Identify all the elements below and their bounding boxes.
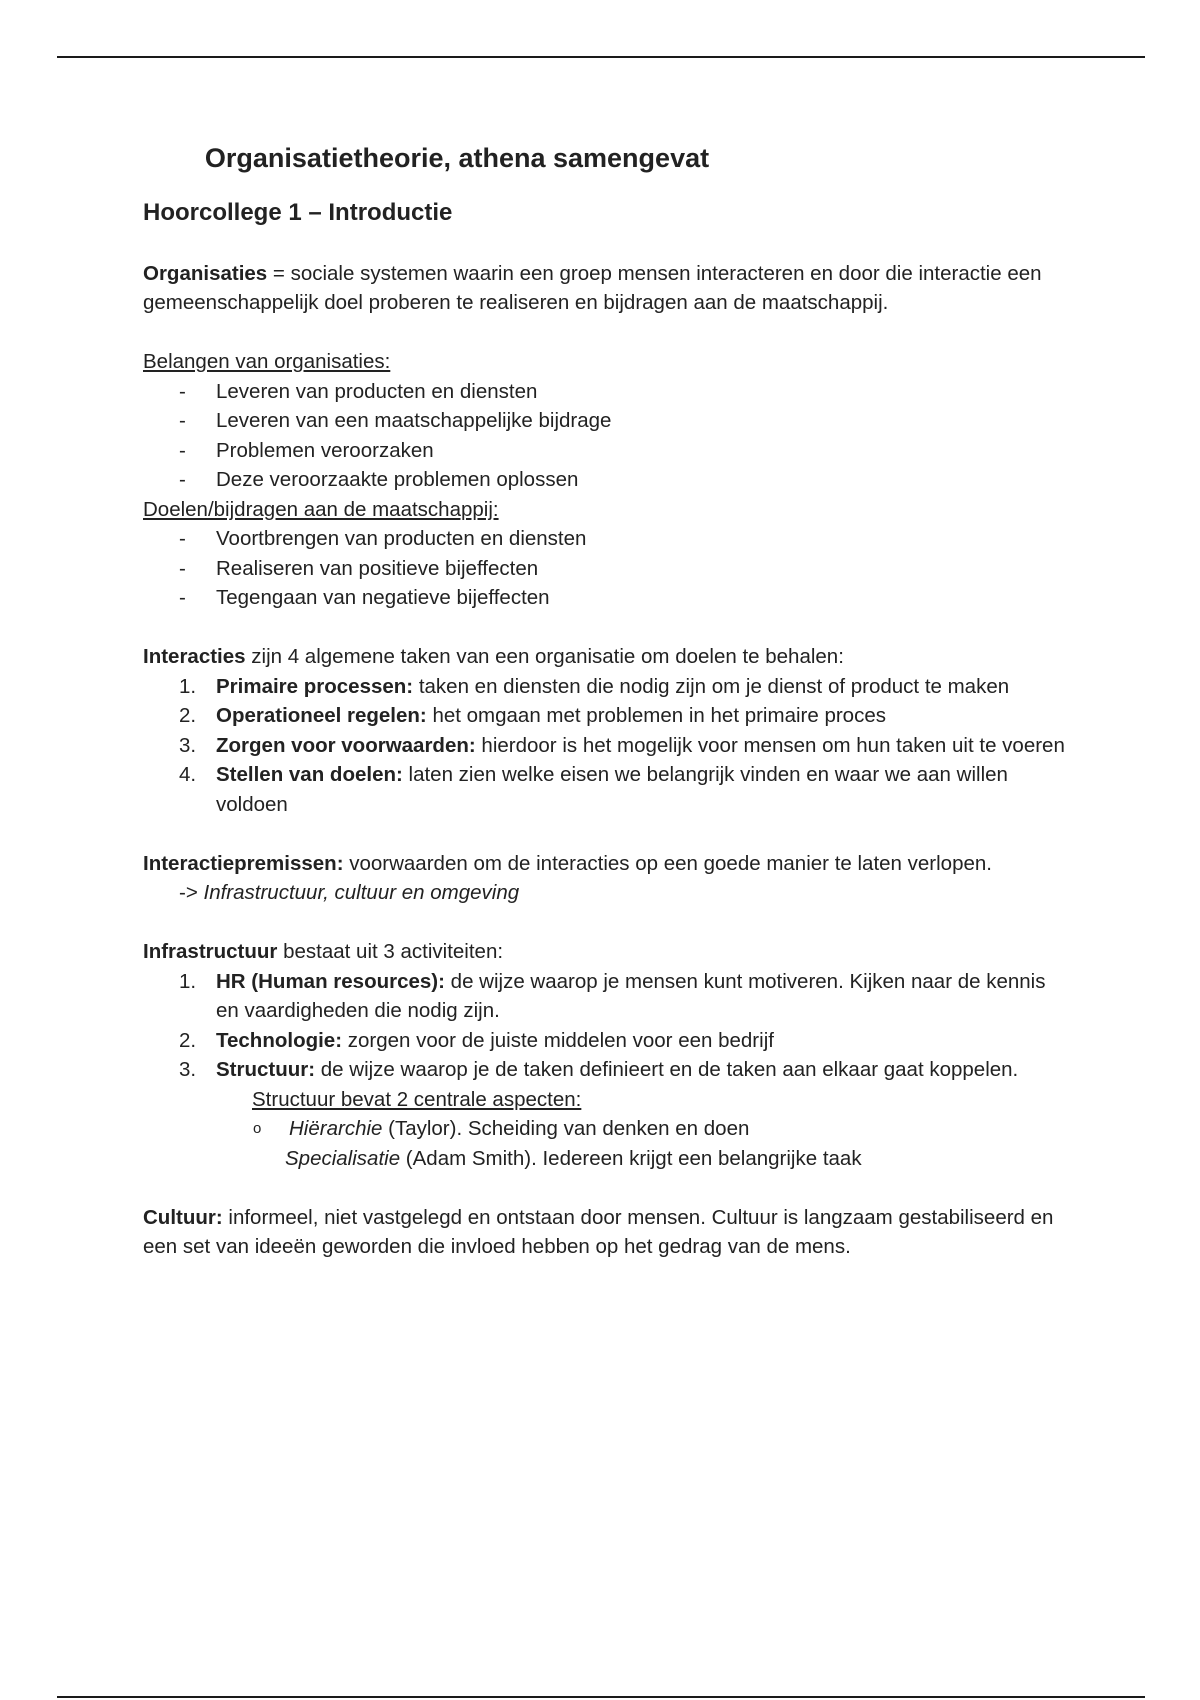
list-item: - Deze veroorzaakte problemen oplossen (179, 468, 579, 491)
lecture-heading: Hoorcollege 1 – Introductie (143, 199, 453, 226)
belangen-list (143, 377, 1073, 495)
premissen-arrow-line: -> Infrastructuur, cultuur en omgeving (179, 881, 520, 904)
premissen-paragraph: Interactiepremissen: voorwaarden om de interacties op een goede manier te laten verlopen. (143, 851, 992, 875)
organisaties-term: Organisaties (143, 261, 268, 285)
list-item: o Hiërarchie (Taylor). Scheiding van denken en doen (253, 1117, 750, 1140)
list-item: - Realiseren van positieve bijeffecten (179, 556, 539, 580)
top-rule (57, 56, 1145, 58)
list-item: 1. HR (Human resources): de wijze waarop je mensen kunt motiveren. Kijken naar de kennis en vaardigheden die nodig zijn. (179, 969, 1046, 1022)
belangen-label: Belangen van organisaties: (143, 350, 391, 373)
list-item: - Voortbrengen van producten en diensten (179, 527, 587, 550)
organisaties-paragraph (143, 259, 1073, 318)
list-item: 3. Zorgen voor voorwaarden: hierdoor is het mogelijk voor mensen om hun taken uit te voeren (179, 733, 1065, 757)
structuur-label: Structuur bevat 2 centrale aspecten: (252, 1087, 582, 1111)
list-item: - Leveren van een maatschappelijke bijdrage (179, 409, 612, 432)
cultuur-paragraph: Cultuur: informeel, niet vastgelegd en ontstaan door mensen. Cultuur is langzaam gestabiliseerd en een set van ideeën geworden die invloed hebben op het gedrag van de mens. (143, 1205, 1054, 1258)
interacties-list (143, 672, 1073, 820)
organisaties-text: = sociale systemen waarin een groep mensen interacteren en door die interactie een gemeenschappelijk doel proberen te realiseren en bijdragen aan de maatschappij. (143, 261, 1042, 314)
structuur-aspects-list (143, 1114, 1073, 1144)
list-item: - Leveren van producten en diensten (179, 379, 538, 403)
list-item: 2. Technologie: zorgen voor de juiste middelen voor een bedrijf (179, 1028, 774, 1052)
doelen-list (143, 524, 1073, 613)
list-item: - Tegengaan van negatieve bijeffecten (179, 586, 550, 609)
list-item: 1. Primaire processen: taken en diensten die nodig zijn om je dienst of product te maken (179, 674, 1010, 698)
list-item: 2. Operationeel regelen: het omgaan met problemen in het primaire proces (179, 704, 886, 727)
infrastructuur-list (143, 967, 1073, 1085)
interacties-paragraph: Interacties zijn 4 algemene taken van een organisatie om doelen te behalen: (143, 645, 844, 668)
document-title: Organisatietheorie, athena samengevat (204, 143, 710, 173)
infrastructuur-paragraph: Infrastructuur bestaat uit 3 activiteiten: (143, 940, 504, 963)
list-item: 4. Stellen van doelen: laten zien welke eisen we belangrijk vinden en waar we aan willen voldoen (179, 763, 1008, 816)
document-body (143, 140, 1073, 1262)
list-item: 3. Structuur: de wijze waarop je de taken definieert en de taken aan elkaar gaat koppelen. (179, 1058, 1019, 1081)
bottom-rule (57, 1696, 1145, 1698)
specialisatie-line: Specialisatie (Adam Smith). Iedereen krijgt een belangrijke taak (285, 1146, 862, 1170)
list-item: - Problemen veroorzaken (179, 438, 434, 462)
doelen-label: Doelen/bijdragen aan de maatschappij: (143, 497, 499, 521)
